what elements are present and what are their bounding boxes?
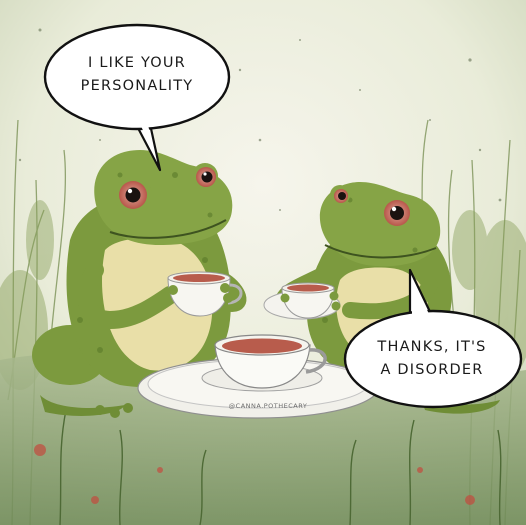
speech-right-text — [352, 336, 512, 382]
speech-left-text — [52, 52, 222, 98]
watermark: @CANNA.POTHECARY — [228, 402, 308, 410]
speech-left-line2: PERSONALITY — [80, 78, 194, 94]
speech-right-line2: A DISORDER — [380, 362, 484, 378]
speech-right-line1: THANKS, IT'S — [377, 339, 487, 355]
speech-left-line1: I LIKE YOUR — [88, 55, 186, 71]
